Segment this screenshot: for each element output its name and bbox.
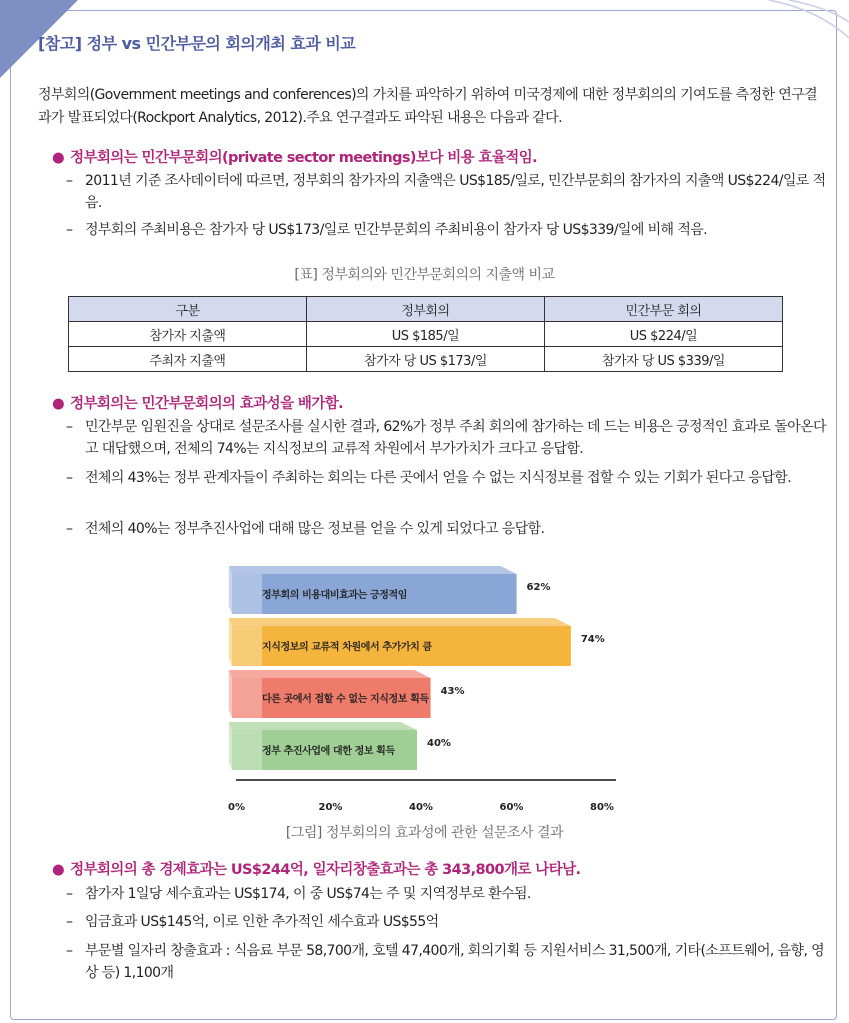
section2-heading: ● 정부회의는 민간부문회의의 효과성을 배가함.	[52, 396, 344, 412]
corner-lines-decoration	[759, 0, 849, 40]
table-cell: US $224/일	[544, 322, 782, 347]
table-cell: 참가자 당 US $173/일	[306, 347, 544, 372]
dash-icon: –	[66, 943, 73, 959]
dash-icon: –	[66, 886, 73, 902]
table-row	[69, 347, 783, 372]
chart-tick-label: 40%	[409, 802, 433, 812]
chart-data-label: 74%	[580, 634, 605, 645]
table-header-cell: 민간부문 회의	[544, 297, 782, 322]
chart-bar-highlight	[232, 626, 262, 666]
chart-data-label: 43%	[440, 686, 465, 697]
chart-tick-label: 60%	[499, 802, 524, 812]
intro-paragraph: 정부회의(Government meetings and conferences)의 가치를 파악하기 위하여 미국경제에 대한 정부회의의 기여도를 측정한 연구결과가 발표되었다(Rockport Analytics, 2012).주요 연구결과도 파악된 내용은 다음과 같다.	[38, 87, 818, 126]
chart-bar-highlight	[232, 574, 262, 614]
dash-icon: –	[66, 173, 73, 189]
chart-bar-side	[229, 566, 232, 614]
chart-bar-top	[229, 670, 431, 678]
table-header-cell: 정부회의	[306, 297, 544, 322]
comparison-table	[68, 296, 783, 372]
section3-heading: ● 정부회의의 총 경제효과는 US$244억, 일자리창출효과는 총 343,800개로 나타남.	[52, 862, 581, 878]
chart-bar-side	[229, 618, 232, 666]
table-cell: 참가자 지출액	[69, 322, 307, 347]
chart-bar-top	[229, 722, 417, 730]
chart-tick-label: 80%	[590, 802, 614, 812]
bullet-icon: ●	[52, 396, 65, 412]
chart-bar-side	[229, 670, 232, 718]
chart-data-label: 62%	[526, 582, 551, 593]
page-title: [참고] 정부 vs 민간부문의 회의개최 효과 비교	[38, 34, 356, 53]
section1-heading: ● 정부회의는 민간부문회의(private sector meetings)보다 비용 효율적임.	[52, 150, 538, 166]
list-item: – 전체의 43%는 정부 관계자들이 주최하는 회의는 다른 곳에서 얻을 수 없는 지식정보를 접할 수 있는 기회가 된다고 응답함.	[66, 467, 826, 489]
chart-tick-label: 20%	[318, 802, 343, 812]
dash-icon: –	[66, 419, 73, 435]
bullet-icon: ●	[52, 150, 65, 166]
chart-category-label: 정부 추진사업에 대한 정보 획득	[262, 746, 395, 757]
table-header-cell: 구분	[69, 297, 307, 322]
chart-bar-top	[229, 566, 517, 574]
list-item: – 임금효과 US$145억, 이로 인한 추가적인 세수효과 US$55억	[66, 911, 826, 933]
list-item: – 2011년 기준 조사데이터에 따르면, 정부회의 참가자의 지출액은 US$185/일로, 민간부문회의 참가자의 지출액 US$224/일로 적음.	[66, 170, 826, 214]
dash-icon: –	[66, 914, 73, 930]
list-item: – 전체의 40%는 정부추진사업에 대해 많은 정보를 얻을 수 있게 되었다고 응답함.	[66, 518, 826, 540]
list-item: – 참가자 1일당 세수효과는 US$174, 이 중 US$74는 주 및 지역정부로 환수됨.	[66, 883, 826, 905]
chart-category-label: 다른 곳에서 접할 수 없는 지식정보 획득	[262, 694, 429, 705]
table-cell: 주최자 지출액	[69, 347, 307, 372]
chart-category-label: 지식정보의 교류적 차원에서 추가가치 큼	[262, 642, 432, 653]
bullet-icon: ●	[52, 862, 65, 878]
list-item: – 민간부문 임원진을 상대로 설문조사를 실시한 결과, 62%가 정부 주최 회의에 참가하는 데 드는 비용은 긍정적인 효과로 돌아온다고 대답했으며, 전체의 74%는 지식정보의 교류적 차원에서 부가가치가 크다고 응답함.	[66, 416, 826, 460]
list-item: – 부문별 일자리 창출효과 : 식음료 부문 58,700개, 호텔 47,400개, 회의기획 등 지원서비스 31,500개, 기타(소프트웨어, 음향, 영상 등) 1,100개	[66, 940, 826, 984]
table-header-row	[69, 297, 783, 322]
list-item: – 정부회의 주최비용은 참가자 당 US$173/일로 민간부문회의 주최비용이 참가자 당 US$339/일에 비해 적음.	[66, 219, 826, 241]
dash-icon: –	[66, 470, 73, 486]
dash-icon: –	[66, 521, 73, 537]
table-caption: [표] 정부회의와 민간부문회의의 지출액 비교	[294, 267, 555, 283]
table-row	[69, 322, 783, 347]
figure-caption: [그림] 정부회의의 효과성에 관한 설문조사 결과	[285, 825, 564, 841]
table-cell: US $185/일	[306, 322, 544, 347]
chart-bar-side	[229, 722, 232, 770]
chart-data-label: 40%	[427, 738, 451, 749]
chart-tick-label: 0%	[228, 802, 245, 812]
chart-bar-highlight	[232, 678, 262, 718]
table-cell: 참가자 당 US $339/일	[544, 347, 782, 372]
chart-category-label: 정부회의 비용대비효과는 긍정적임	[262, 590, 408, 601]
survey-bar-chart	[200, 556, 640, 812]
chart-bar-top	[229, 618, 571, 626]
chart-bar-highlight	[232, 730, 262, 770]
dash-icon: –	[66, 222, 73, 238]
